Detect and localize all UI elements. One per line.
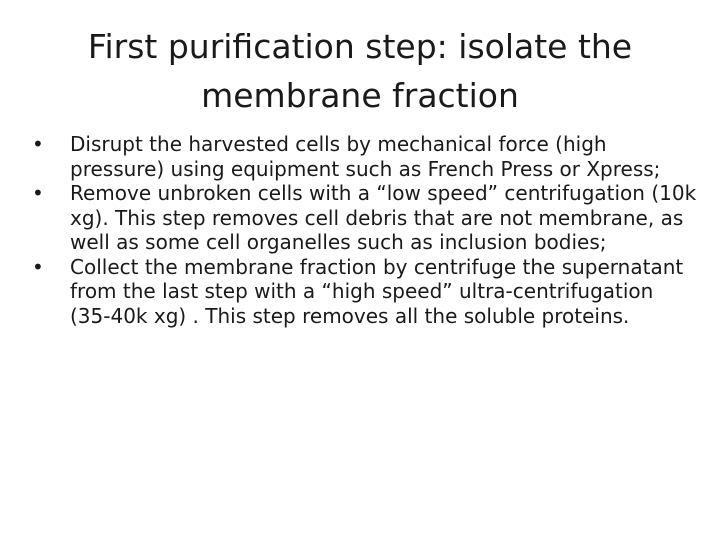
bullet-dot-icon: • (32, 254, 44, 279)
bullet-item (26, 255, 700, 329)
bullet-dot-icon: • (32, 181, 44, 205)
bullet-dot-icon: • (32, 132, 44, 156)
bullet-item (26, 181, 700, 255)
slide-title: First purification step: isolate the membrane fraction (87, 27, 633, 115)
bullet-text: Disrupt the harvested cells by mechanical force (high pressure) using equipment such as French Press or Xpress; (70, 132, 661, 181)
bullet-item (26, 132, 700, 181)
bullet-text: Remove unbroken cells with a “low speed” centrifugation (10k xg). This step removes cell debris that are not membrane, as well as some cell organelles such as inclusion bodies; (70, 181, 697, 254)
bullet-text: Collect the membrane fraction by centrifuge the supernatant from the last step with a “high speed” ultra-centrifugation (35-40k xg) . This step removes all the soluble proteins. (70, 254, 684, 328)
bullet-list (26, 132, 700, 328)
